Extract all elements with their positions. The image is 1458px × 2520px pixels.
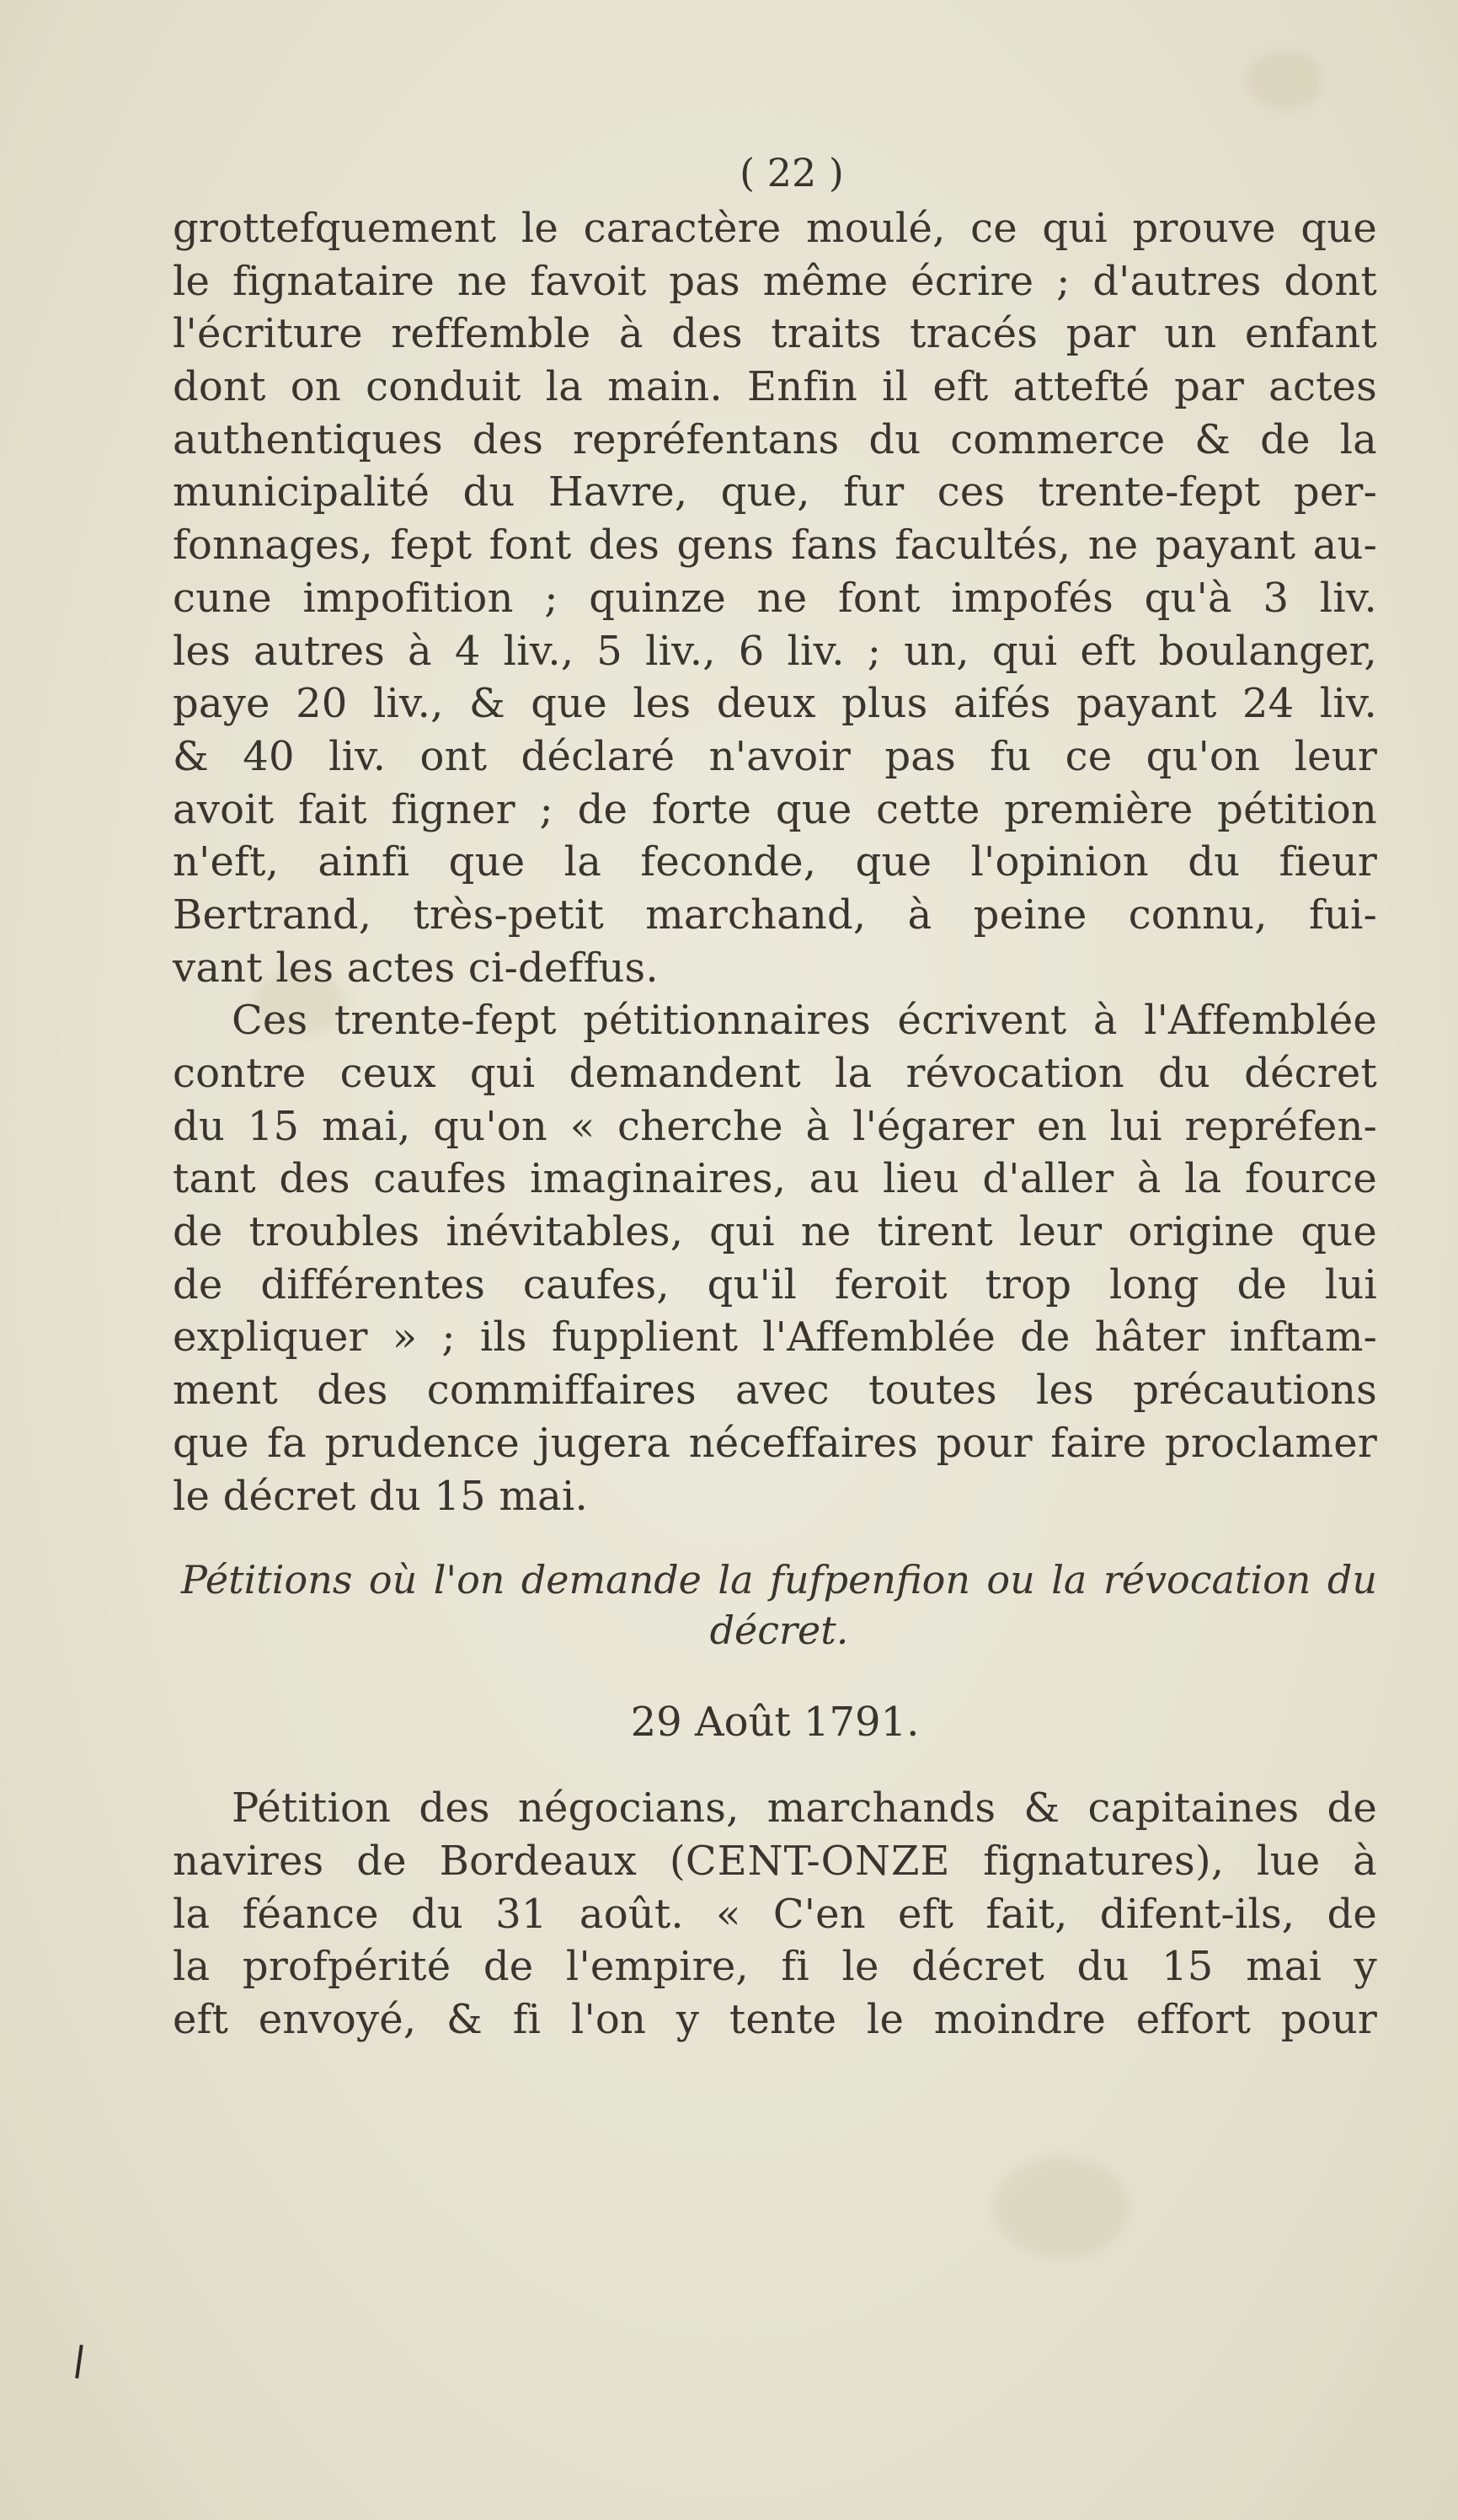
text-line: eft envoyé, & fi l'on y tente le moindre effort pour <box>173 1995 1377 2043</box>
text-line: municipalité du Havre, que, fur ces trente-fept per- <box>173 468 1377 516</box>
text-line: Pétition des négocians, marchands & capitaines de <box>232 1784 1377 1832</box>
heading-line: décret. <box>709 1608 849 1654</box>
text-line: ment des commiffaires avec toutes les précautions <box>173 1367 1377 1415</box>
section-date: 29 Août 1791. <box>630 1699 920 1747</box>
paper-stain <box>994 2157 1129 2258</box>
ink-mark <box>75 2345 83 2378</box>
text-line: & 40 liv. ont déclaré n'avoir pas fu ce qu'on leur <box>173 732 1377 780</box>
text-line <box>173 1835 1377 1888</box>
text-line: de troubles inévitables, qui ne tirent leur origine que <box>173 1208 1377 1256</box>
text-line: avoit fait figner ; de forte que cette première pétition <box>173 785 1377 833</box>
signature-count: CENT-ONZE <box>685 1837 951 1885</box>
text-line: les autres à 4 liv., 5 liv., 6 liv. ; un, qui eft boulanger, <box>173 627 1377 675</box>
text-line: le fignataire ne favoit pas même écrire ; d'autres dont <box>173 257 1377 305</box>
text-line: paye 20 liv., & que les deux plus aifés payant 24 liv. <box>173 680 1377 728</box>
text-line: la profpérité de l'empire, fi le décret du 15 mai y <box>173 1943 1377 1991</box>
text-line: Ces trente-fept pétitionnaires écrivent à l'Affemblée <box>232 997 1377 1045</box>
paper-stain <box>1247 51 1322 110</box>
text-line: grottefquement le caractère moulé, ce qui prouve que <box>173 205 1377 252</box>
page-number: ( 22 ) <box>740 150 844 195</box>
text-line: contre ceux qui demandent la révocation du décret <box>173 1050 1377 1097</box>
text-line: du 15 mai, qu'on « cherche à l'égarer en lui repréfen- <box>173 1102 1377 1150</box>
paragraph-continuation <box>173 202 1377 994</box>
text-line: tant des caufes imaginaires, au lieu d'aller à la fource <box>173 1155 1377 1203</box>
text-fragment: fignatures), lue à <box>950 1837 1377 1885</box>
text-line: fonnages, fept font des gens fans facultés, ne payant au- <box>173 522 1377 570</box>
text-line: que fa prudence jugera néceffaires pour faire proclamer <box>173 1419 1377 1467</box>
text-fragment: navires de Bordeaux ( <box>173 1837 686 1885</box>
text-line: la féance du 31 août. « C'en eft fait, difent-ils, de <box>173 1890 1377 1938</box>
paragraph-petitioners <box>173 994 1377 1522</box>
page-text <box>173 143 1377 2046</box>
text-line: cune impofition ; quinze ne font impofés qu'à 3 liv. <box>173 574 1377 622</box>
text-line: le décret du 15 mai. <box>173 1472 588 1520</box>
text-line: Bertrand, très-petit marchand, à peine connu, fui- <box>173 891 1377 939</box>
text-line: l'écriture reffemble à des traits tracés par un enfant <box>173 310 1377 358</box>
text-line: de différentes caufes, qu'il feroit trop long de lui <box>173 1260 1377 1308</box>
section-heading <box>173 1554 1377 1656</box>
paragraph-bordeaux-petition <box>173 1782 1377 2046</box>
text-line: vant les actes ci-deffus. <box>173 944 659 992</box>
text-line: authentiques des repréfentans du commerce & de la <box>173 415 1377 463</box>
text-line: expliquer » ; ils fupplient l'Affemblée de hâter inftam- <box>173 1314 1377 1362</box>
text-line: dont on conduit la main. Enfin il eft attefté par actes <box>173 363 1377 411</box>
heading-line: Pétitions où l'on demande la fufpenfion ou la révocation du <box>181 1557 1377 1603</box>
text-line: n'eft, ainfi que la feconde, que l'opinion du fieur <box>173 838 1377 886</box>
